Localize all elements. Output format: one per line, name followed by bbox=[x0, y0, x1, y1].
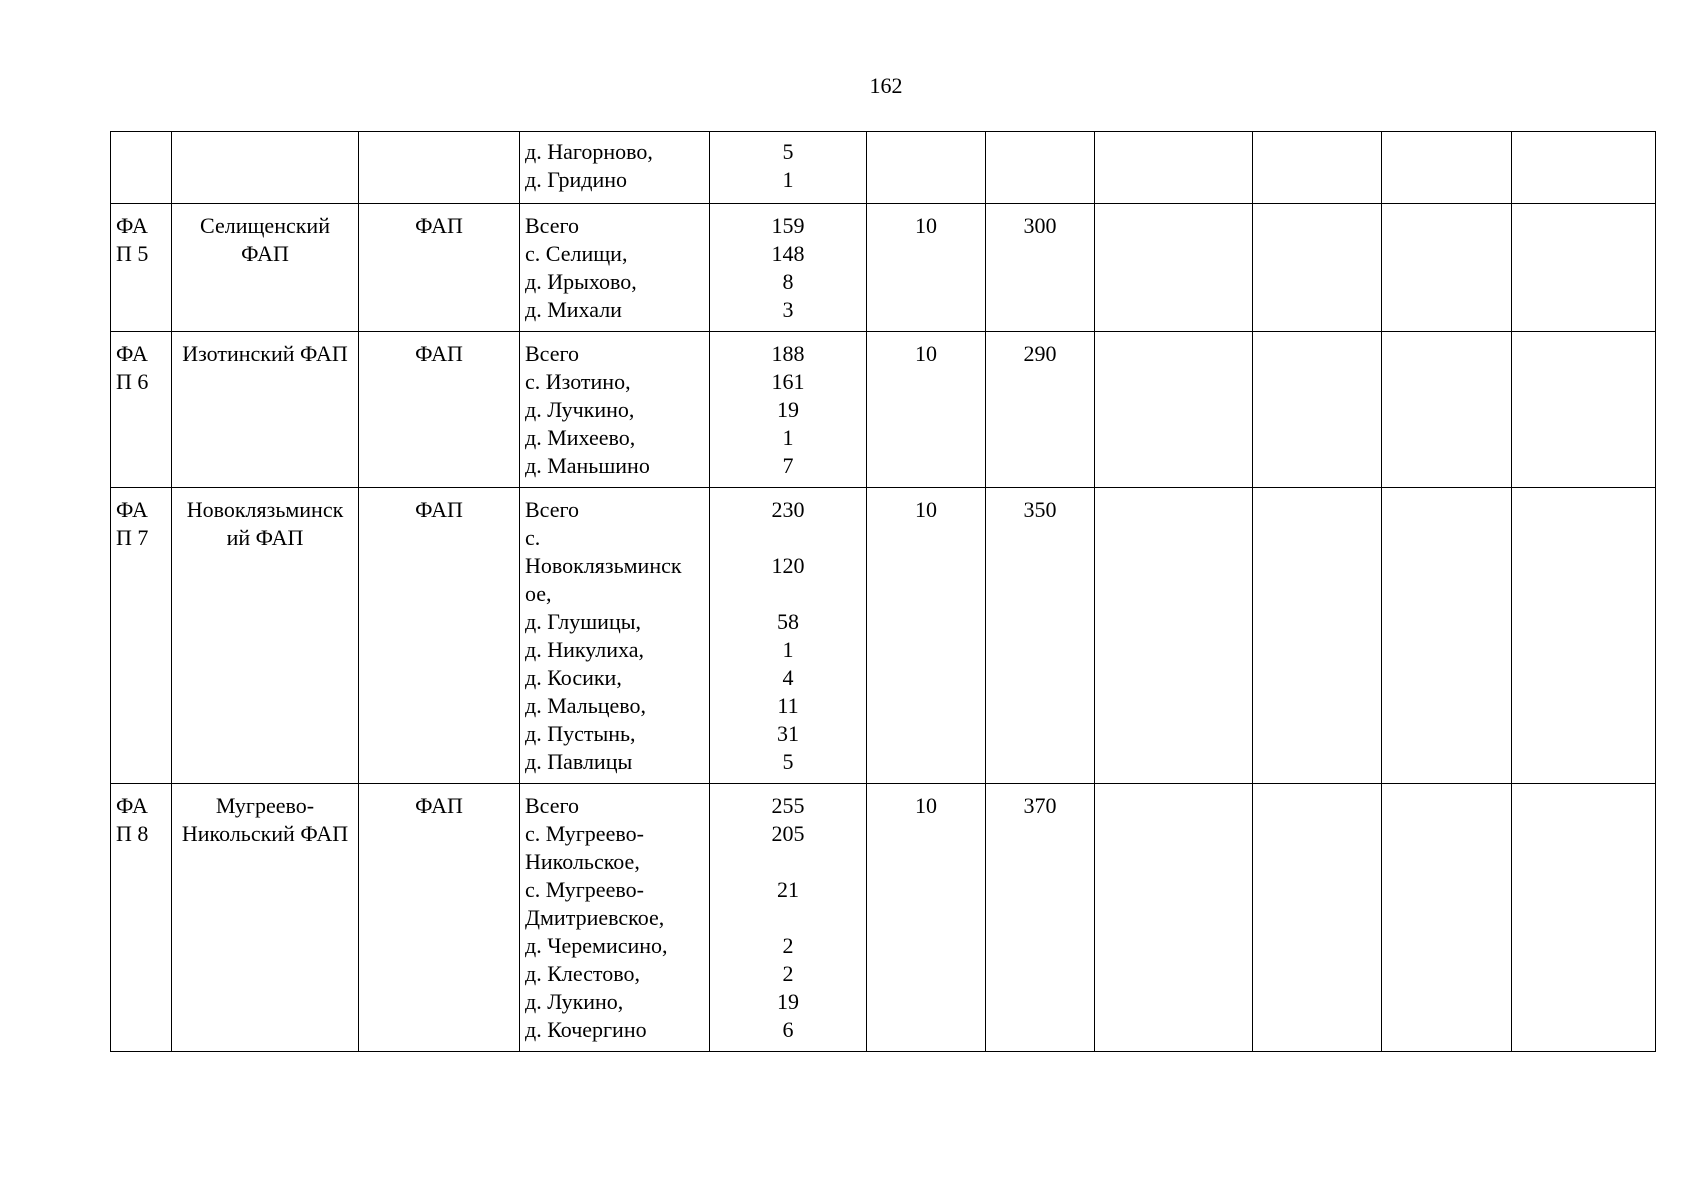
cell-area bbox=[986, 132, 1095, 204]
cell-empty bbox=[1382, 132, 1512, 204]
population-value: 148 bbox=[771, 241, 805, 266]
cell-area: 290 bbox=[986, 332, 1095, 488]
cell-population bbox=[710, 204, 867, 332]
population-value: 21 bbox=[777, 877, 799, 902]
place-name: д. Косики, bbox=[525, 665, 622, 690]
place-name: с. Мугреево- bbox=[525, 877, 644, 902]
population-value: 4 bbox=[782, 665, 794, 690]
table-row bbox=[111, 204, 1656, 332]
cell-population bbox=[710, 132, 867, 204]
place-name: д. Лукино, bbox=[525, 989, 624, 1014]
cell-empty bbox=[1253, 332, 1382, 488]
cell-empty bbox=[1253, 132, 1382, 204]
cell-empty bbox=[1253, 784, 1382, 1052]
population-value: 255 bbox=[771, 793, 805, 818]
cell-empty bbox=[1382, 488, 1512, 784]
cell-code bbox=[111, 132, 172, 204]
cell-population bbox=[710, 332, 867, 488]
cell-area: 350 bbox=[986, 488, 1095, 784]
place-name: с. Селищи, bbox=[525, 241, 628, 266]
cell-empty bbox=[1382, 204, 1512, 332]
cell-empty bbox=[1253, 488, 1382, 784]
place-name: Всего bbox=[525, 341, 579, 366]
cell-empty bbox=[1512, 132, 1656, 204]
cell-code: ФА П 7 bbox=[111, 488, 172, 784]
place-name: д. Мальцево, bbox=[525, 693, 646, 718]
place-name: д. Пустынь, bbox=[525, 721, 636, 746]
population-value: 19 bbox=[777, 397, 799, 422]
place-name: д. Глушицы, bbox=[525, 609, 642, 634]
population-value: 230 bbox=[771, 497, 805, 522]
place-name: Новоклязьминск bbox=[525, 553, 682, 578]
cell-empty bbox=[1512, 204, 1656, 332]
cell-places bbox=[520, 132, 710, 204]
population-value: 1 bbox=[782, 167, 794, 192]
cell-places bbox=[520, 488, 710, 784]
cell-empty bbox=[1382, 784, 1512, 1052]
population-value: 2 bbox=[782, 933, 794, 958]
cell-staff bbox=[867, 132, 986, 204]
cell-empty bbox=[1382, 332, 1512, 488]
population-value: 161 bbox=[771, 369, 805, 394]
place-name: с. bbox=[525, 525, 541, 550]
cell-code: ФА П 5 bbox=[111, 204, 172, 332]
facilities-table bbox=[110, 131, 1656, 1052]
cell-name: Мугреево- Никольский ФАП bbox=[172, 784, 359, 1052]
cell-staff: 10 bbox=[867, 332, 986, 488]
place-name: Никольское, bbox=[525, 849, 640, 874]
cell-type: ФАП bbox=[359, 784, 520, 1052]
cell-empty bbox=[1095, 132, 1253, 204]
cell-empty bbox=[1253, 204, 1382, 332]
cell-population bbox=[710, 784, 867, 1052]
cell-name: Селищенский ФАП bbox=[172, 204, 359, 332]
cell-empty bbox=[1095, 332, 1253, 488]
place-name: д. Никулиха, bbox=[525, 637, 644, 662]
place-name: ое, bbox=[525, 581, 552, 606]
place-name: Всего bbox=[525, 497, 579, 522]
table-row bbox=[111, 488, 1656, 784]
place-name: с. Изотино, bbox=[525, 369, 631, 394]
population-value: 120 bbox=[771, 553, 805, 578]
place-name: д. Нагорново, bbox=[525, 139, 653, 164]
cell-code: ФА П 8 bbox=[111, 784, 172, 1052]
population-value: 19 bbox=[777, 989, 799, 1014]
population-value: 11 bbox=[777, 693, 799, 718]
place-name: Всего bbox=[525, 793, 579, 818]
cell-staff: 10 bbox=[867, 204, 986, 332]
population-value: 58 bbox=[777, 609, 799, 634]
cell-empty bbox=[1512, 784, 1656, 1052]
cell-type: ФАП bbox=[359, 204, 520, 332]
cell-empty bbox=[1095, 488, 1253, 784]
place-name: д. Павлицы bbox=[525, 749, 633, 774]
population-value bbox=[715, 848, 861, 876]
population-value: 1 bbox=[782, 637, 794, 662]
population-value: 188 bbox=[771, 341, 805, 366]
place-name: с. Мугреево- bbox=[525, 821, 644, 846]
table-row bbox=[111, 332, 1656, 488]
population-value: 205 bbox=[771, 821, 805, 846]
cell-staff: 10 bbox=[867, 488, 986, 784]
cell-area: 300 bbox=[986, 204, 1095, 332]
cell-population bbox=[710, 488, 867, 784]
cell-name: Изотинский ФАП bbox=[172, 332, 359, 488]
population-value: 5 bbox=[782, 749, 794, 774]
table-row bbox=[111, 132, 1656, 204]
population-value: 2 bbox=[782, 961, 794, 986]
place-name: д. Ирыхово, bbox=[525, 269, 637, 294]
cell-type: ФАП bbox=[359, 332, 520, 488]
place-name: д. Михали bbox=[525, 297, 622, 322]
table-body bbox=[111, 132, 1656, 1052]
cell-code: ФА П 6 bbox=[111, 332, 172, 488]
place-name: д. Лучкино, bbox=[525, 397, 635, 422]
cell-empty bbox=[1512, 488, 1656, 784]
cell-places bbox=[520, 332, 710, 488]
population-value bbox=[715, 904, 861, 932]
population-value bbox=[715, 580, 861, 608]
place-name: д. Гридино bbox=[525, 167, 628, 192]
cell-name bbox=[172, 132, 359, 204]
population-value: 8 bbox=[782, 269, 794, 294]
population-value: 31 bbox=[777, 721, 799, 746]
page-number: 162 bbox=[869, 73, 903, 98]
cell-name: Новоклязьминск ий ФАП bbox=[172, 488, 359, 784]
place-name: д. Маньшино bbox=[525, 453, 650, 478]
population-value: 1 bbox=[782, 425, 794, 450]
place-name: д. Черемисино, bbox=[525, 933, 668, 958]
place-name: д. Клестово, bbox=[525, 961, 640, 986]
population-value: 7 bbox=[782, 453, 794, 478]
cell-type bbox=[359, 132, 520, 204]
cell-staff: 10 bbox=[867, 784, 986, 1052]
place-name: д. Михеево, bbox=[525, 425, 636, 450]
population-value: 159 bbox=[771, 213, 805, 238]
cell-empty bbox=[1095, 784, 1253, 1052]
cell-empty bbox=[1095, 204, 1253, 332]
cell-area: 370 bbox=[986, 784, 1095, 1052]
population-value: 3 bbox=[782, 297, 794, 322]
cell-type: ФАП bbox=[359, 488, 520, 784]
cell-places bbox=[520, 784, 710, 1052]
place-name: д. Кочергино bbox=[525, 1017, 647, 1042]
table-row bbox=[111, 784, 1656, 1052]
population-value bbox=[715, 524, 861, 552]
cell-empty bbox=[1512, 332, 1656, 488]
population-value: 6 bbox=[782, 1017, 794, 1042]
place-name: Дмитриевское, bbox=[525, 905, 665, 930]
cell-places bbox=[520, 204, 710, 332]
place-name: Всего bbox=[525, 213, 579, 238]
population-value: 5 bbox=[782, 139, 794, 164]
